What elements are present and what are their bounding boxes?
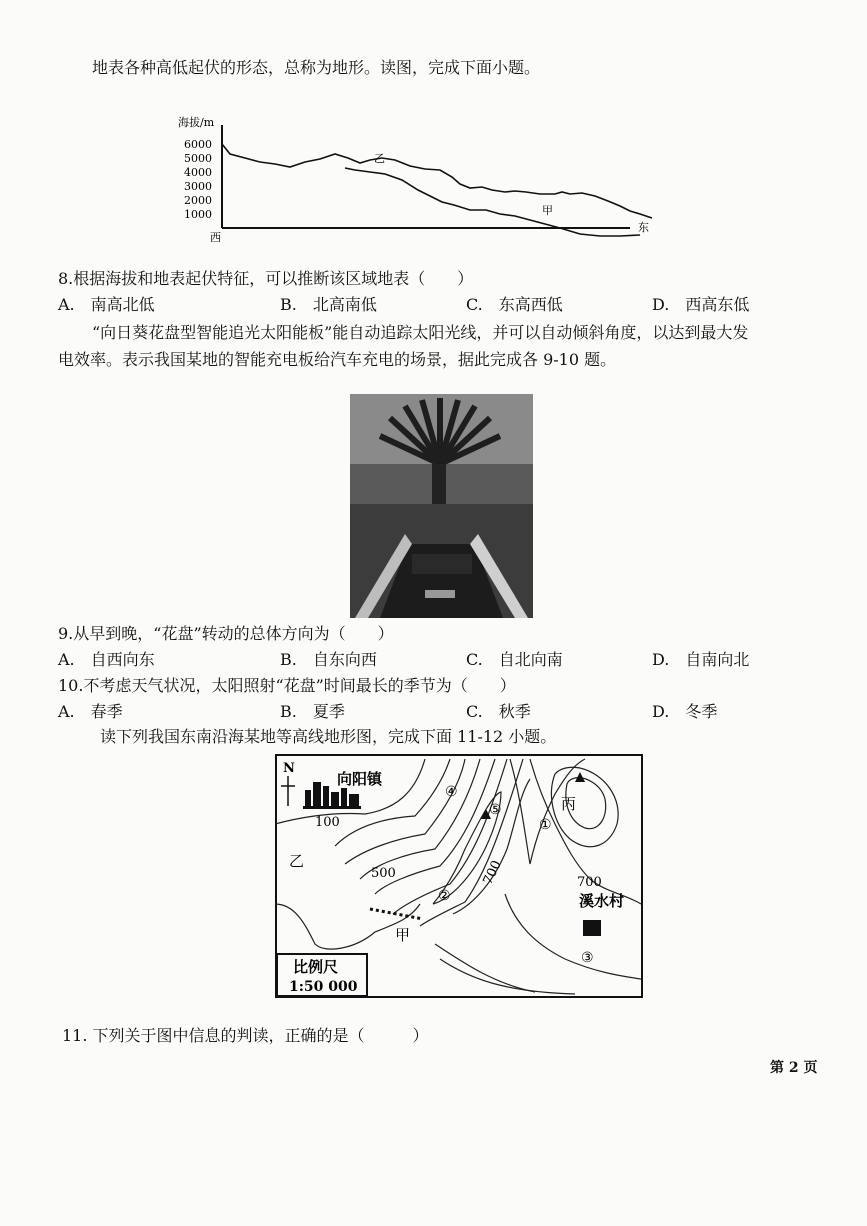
profile-tick: 4000 <box>184 166 212 179</box>
contour-label-700-mid: 700 <box>480 858 505 888</box>
village-icon <box>583 920 601 936</box>
label-jia: 甲 <box>395 926 411 944</box>
profile-yi-label: 乙 <box>374 152 385 165</box>
q9-option-c: C. 自北向南 <box>466 650 563 669</box>
question-9-stem: 9.从早到晚，“花盘”转动的总体方向为（ ） <box>58 624 394 643</box>
q8-option-c: C. 东高西低 <box>466 295 563 314</box>
contour-label-100: 100 <box>315 815 340 830</box>
contour-label-500: 500 <box>371 866 396 881</box>
profile-y-label: 海拔/m <box>178 116 215 129</box>
q9-option-a: A. 自西向东 <box>58 650 155 669</box>
profile-east-label: 东 <box>638 221 649 234</box>
q10-option-a: A. 春季 <box>58 702 123 721</box>
sunflower-intro-line2: 电效率。表示我国某地的智能充电板给汽车充电的场景，据此完成各 9-10 题。 <box>58 350 617 369</box>
intro-text: 地表各种高低起伏的形态，总称为地形。读图，完成下面小题。 <box>92 58 541 77</box>
terrain-profile-chart <box>170 110 660 245</box>
profile-curve-upper <box>222 144 652 218</box>
question-11-stem: 11. 下列关于图中信息的判读，正确的是（ ） <box>62 1026 429 1045</box>
profile-tick: 5000 <box>184 152 212 165</box>
label-yi: 乙 <box>289 852 305 870</box>
contour-map <box>275 754 643 998</box>
q10-option-c: C. 秋季 <box>466 702 531 721</box>
contour-intro: 读下列我国东南沿海某地等高线地形图，完成下面 11-12 小题。 <box>100 727 557 746</box>
profile-west-label: 西 <box>210 231 221 244</box>
q8-option-d: D. 西高东低 <box>652 295 750 314</box>
point-4: ④ <box>445 784 458 800</box>
profile-tick: 6000 <box>184 138 212 151</box>
q10-option-b: B. 夏季 <box>280 702 345 721</box>
scale-label: 比例尺 <box>293 958 339 976</box>
page-number: 第 2 页 <box>770 1060 818 1076</box>
sunflower-intro-line1: “向日葵花盘型智能追光太阳能板”能自动追踪太阳光线，并可以自动倾斜角度，以达到最大发 <box>92 323 749 342</box>
q8-option-a: A. 南高北低 <box>58 295 155 314</box>
question-8-stem: 8.根据海拔和地表起伏特征，可以推断该区域地表（ ） <box>58 269 474 288</box>
q9-option-b: B. 自东向西 <box>280 650 377 669</box>
q10-option-d: D. 冬季 <box>652 702 718 721</box>
solar-sunflower-photo <box>350 394 533 618</box>
profile-tick: 2000 <box>184 194 212 207</box>
town-label: 向阳镇 <box>337 770 383 788</box>
profile-jia-label: 甲 <box>542 204 553 217</box>
question-10-stem: 10.不考虑天气状况，太阳照射“花盘”时间最长的季节为（ ） <box>58 676 516 695</box>
label-bing: 丙 <box>561 795 577 813</box>
contour-label-700-east: 700 <box>577 875 602 890</box>
q8-option-b: B. 北高南低 <box>280 295 377 314</box>
point-2: ② <box>438 888 451 904</box>
profile-curve-lower <box>345 168 640 236</box>
village-label: 溪水村 <box>579 892 625 910</box>
north-label: N <box>283 761 295 776</box>
point-5: ⑤ <box>489 802 502 818</box>
point-1: ① <box>539 817 552 833</box>
q9-option-d: D. 自南向北 <box>652 650 750 669</box>
profile-tick: 3000 <box>184 180 212 193</box>
point-3: ③ <box>581 950 594 966</box>
profile-tick: 1000 <box>184 208 212 221</box>
scale-value: 1:50 000 <box>289 979 358 995</box>
